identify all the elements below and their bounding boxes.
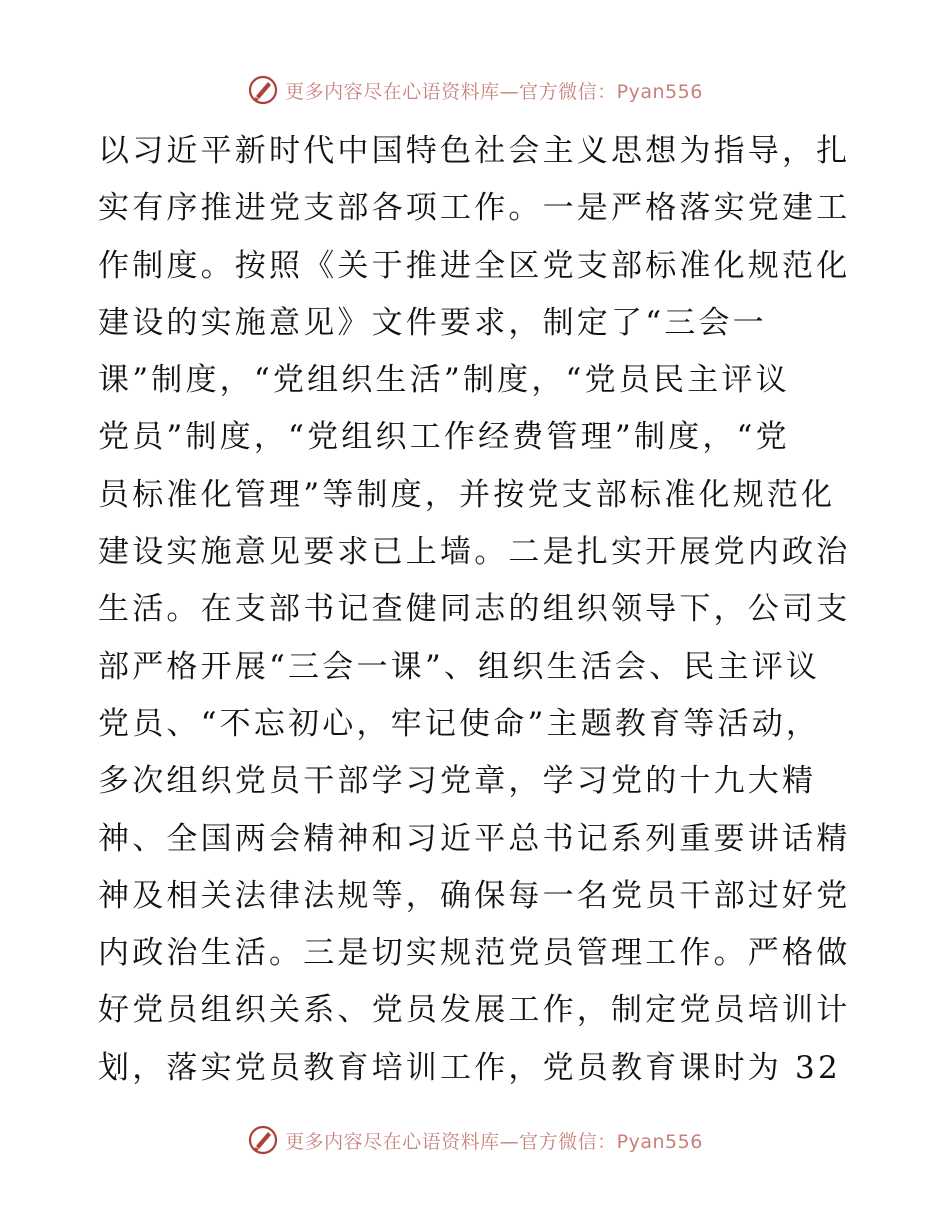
header-watermark xyxy=(0,74,950,106)
body-line: 课”制度，“党组织生活”制度，“党员民主评议 xyxy=(98,362,790,399)
body-line: 实有序推进党支部各项工作。一是严格落实党建工 xyxy=(98,190,851,227)
body-line: 多次组织党员干部学习党章，学习党的十九大精 xyxy=(98,763,817,800)
body-line: 党员、“不忘初心，牢记使命”主题教育等活动， xyxy=(98,705,821,742)
body-line: 划，落实党员教育培训工作，党员教育课时为 32 xyxy=(98,1049,841,1086)
body-line: 员标准化管理”等制度，并按党支部标准化规范化 xyxy=(98,476,836,513)
body-line: 神及相关法律法规等，确保每一名党员干部过好党 xyxy=(98,877,851,914)
body-line: 作制度。按照《关于推进全区党支部标准化规范化 xyxy=(98,247,851,284)
watermark-text: 更多内容尽在心语资料库—官方微信：Pyan556 xyxy=(285,1130,703,1153)
footer-watermark xyxy=(0,1124,950,1156)
watermark-text: 更多内容尽在心语资料库—官方微信：Pyan556 xyxy=(285,80,703,103)
body-line: 建设实施意见要求已上墙。二是扎实开展党内政治 xyxy=(98,534,851,571)
body-line: 神、全国两会精神和习近平总书记系列重要讲话精 xyxy=(98,820,851,857)
pen-seal-logo-icon xyxy=(247,74,279,106)
body-line: 部严格开展“三会一课”、组织生活会、民主评议 xyxy=(98,648,821,685)
document-body xyxy=(98,123,858,1097)
body-line: 内政治生活。三是切实规范党员管理工作。严格做 xyxy=(98,935,851,972)
body-line: 生活。在支部书记查健同志的组织领导下，公司支 xyxy=(98,591,851,628)
body-line: 好党员组织关系、党员发展工作，制定党员培训计 xyxy=(98,992,851,1029)
body-line: 以习近平新时代中国特色社会主义思想为指导，扎 xyxy=(98,133,851,169)
pen-seal-logo-icon xyxy=(247,1124,279,1156)
body-line: 建设的实施意见》文件要求，制定了“三会一 xyxy=(98,304,767,341)
body-line: 党员”制度，“党组织工作经费管理”制度，“党 xyxy=(98,419,790,456)
